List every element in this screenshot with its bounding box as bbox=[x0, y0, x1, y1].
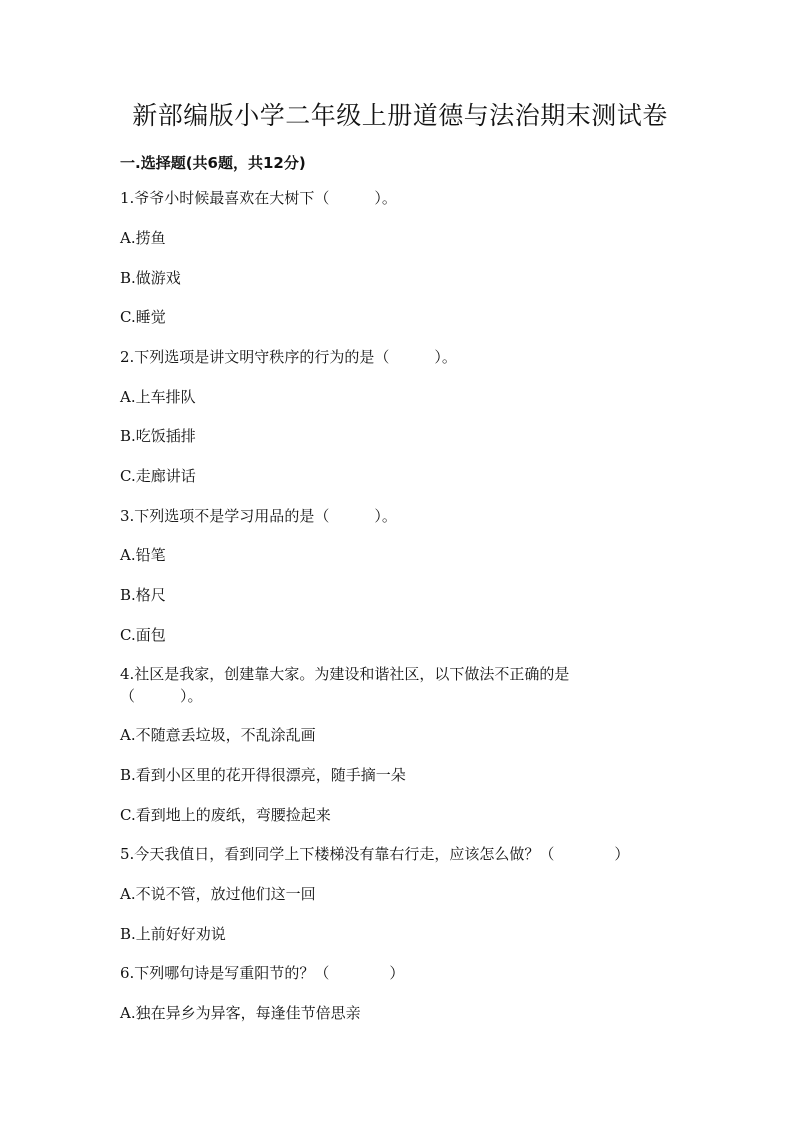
question-3-option-b: B.格尺 bbox=[120, 586, 166, 604]
question-5-stem: 5.今天我值日，看到同学上下楼梯没有靠右行走，应该怎么做？（ ） bbox=[120, 845, 630, 863]
question-4-stem-continued: （ ）。 bbox=[120, 687, 203, 705]
question-1-option-b: B.做游戏 bbox=[120, 269, 181, 287]
question-4-option-b: B.看到小区里的花开得很漂亮，随手摘一朵 bbox=[120, 766, 406, 784]
question-6-stem: 6.下列哪句诗是写重阳节的？（ ） bbox=[120, 964, 405, 982]
question-4-option-c: C.看到地上的废纸，弯腰捡起来 bbox=[120, 806, 331, 824]
question-4-stem: 4.社区是我家，创建靠大家。为建设和谐社区，以下做法不正确的是 bbox=[120, 665, 570, 683]
question-1-option-a: A.捞鱼 bbox=[120, 229, 166, 247]
question-1-stem: 1.爷爷小时候最喜欢在大树下（ ）。 bbox=[120, 189, 397, 207]
question-1-option-c: C.睡觉 bbox=[120, 308, 166, 326]
question-2-option-c: C.走廊讲话 bbox=[120, 467, 196, 485]
page-title: 新部编版小学二年级上册道德与法治期末测试卷 bbox=[132, 101, 668, 130]
question-3-option-a: A.铅笔 bbox=[120, 546, 166, 564]
question-2-option-b: B.吃饭插排 bbox=[120, 427, 196, 445]
question-3-stem: 3.下列选项不是学习用品的是（ ）。 bbox=[120, 507, 397, 525]
question-4-option-a: A.不随意丢垃圾，不乱涂乱画 bbox=[120, 726, 316, 744]
question-5-option-a: A.不说不管，放过他们这一回 bbox=[120, 885, 316, 903]
section-heading: 一.选择题(共6题，共12分) bbox=[120, 154, 306, 172]
question-3-option-c: C.面包 bbox=[120, 626, 166, 644]
question-2-stem: 2.下列选项是讲文明守秩序的行为的是（ ）。 bbox=[120, 348, 457, 366]
question-6-option-a: A.独在异乡为异客，每逢佳节倍思亲 bbox=[120, 1004, 361, 1022]
question-5-option-b: B.上前好好劝说 bbox=[120, 925, 226, 943]
question-2-option-a: A.上车排队 bbox=[120, 388, 196, 406]
